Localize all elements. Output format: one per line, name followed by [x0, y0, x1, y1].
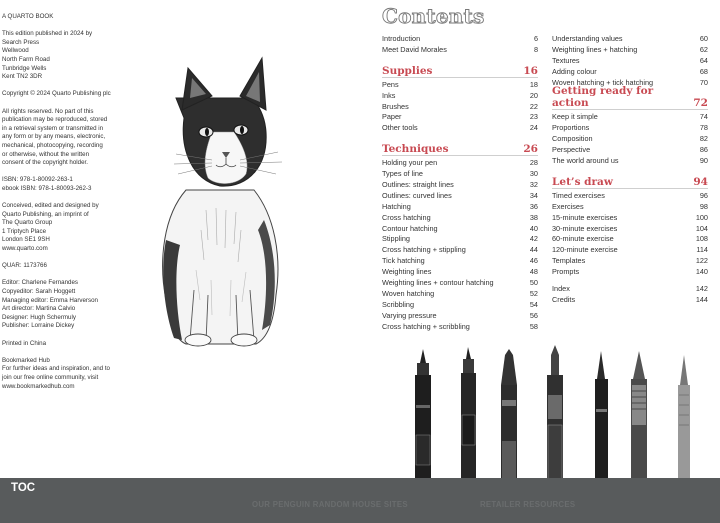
toc-entry[interactable]: [382, 102, 538, 113]
toc-entry[interactable]: [382, 213, 538, 224]
toc-entry-title: 30-minute exercises: [552, 223, 618, 233]
toc-entry[interactable]: [552, 34, 708, 45]
toc-entry[interactable]: [552, 67, 708, 78]
pen-icon: [678, 355, 690, 478]
imprint-paragraph: All rights reserved. No part of this publication may be reproduced, stored in a retrieval system or transmitted in any form or by any means, electronic, mechanical, photocopying, recording or otherwise, without the written consent of the copyright holder.: [2, 107, 108, 167]
toc-section-heading[interactable]: [382, 62, 538, 78]
pen-icon: [501, 349, 517, 478]
toc-entry-page: 60: [699, 34, 708, 43]
toc-entry[interactable]: [552, 213, 708, 224]
toc-entry-page: 6: [533, 34, 538, 43]
toc-entry-page: 78: [699, 123, 708, 133]
toc-entry-page: 44: [529, 245, 538, 255]
prh-sites-link[interactable]: OUR PENGUIN RANDOM HOUSE SITES: [252, 500, 408, 509]
toc-entry[interactable]: [382, 300, 538, 311]
imprint-paragraph: This edition published in 2024 by Search Press Wellwood North Farm Road Tunbridge Wells Kent TN2 3DR: [2, 30, 93, 81]
toc-entry[interactable]: [382, 191, 538, 202]
toc-entry-title: Weighting lines + contour hatching: [382, 278, 494, 288]
toc-entry[interactable]: [382, 45, 538, 56]
toc-entry-page: 38: [529, 212, 538, 222]
toc-entry-title: Introduction: [382, 34, 421, 43]
toc-entry-page: 122: [695, 256, 708, 266]
toc-entry[interactable]: [552, 145, 708, 156]
toc-entry-title: Keep it simple: [552, 112, 598, 122]
toc-entry-title: Exercises: [552, 201, 584, 211]
toc-entry-page: 86: [699, 145, 708, 155]
toc-entry-title: Composition: [552, 134, 593, 144]
toc-entry[interactable]: [552, 295, 708, 306]
imprint-paragraph: Copyright © 2024 Quarto Publishing plc: [2, 90, 111, 98]
toc-entry-title: Types of line: [382, 169, 423, 179]
toc-section-page: 16: [523, 64, 538, 77]
toc-entry-page: 22: [529, 101, 538, 111]
imprint-paragraph: Editor: Charlene Fernandes Copyeditor: Sarah Hoggett Managing editor: Emma Harverson Art director: Martina Calvio Designer: Hugh Schermuly Publisher: Lorraine Dickey: [2, 279, 98, 330]
toc-entry-page: 32: [529, 180, 538, 190]
toc-entry[interactable]: [552, 134, 708, 145]
toc-entry-page: 54: [529, 299, 538, 309]
toc-entry-page: 104: [695, 223, 708, 233]
pen-icon: [595, 351, 608, 478]
toc-entry-title: Index: [552, 284, 570, 294]
toc-entry[interactable]: [382, 267, 538, 278]
toc-entry-page: 50: [529, 278, 538, 288]
toc-entry[interactable]: [382, 202, 538, 213]
toc-entry-title: Woven hatching + tick hatching: [552, 77, 654, 87]
toc-entry[interactable]: [552, 56, 708, 67]
toc-entry[interactable]: [382, 80, 538, 91]
toc-entry[interactable]: [382, 91, 538, 102]
toc-column-right: [552, 34, 708, 306]
toc-entry-page: 24: [529, 123, 538, 133]
imprint-paragraph: Conceived, edited and designed by Quarto Publishing, an imprint of The Quarto Group 1 Triptych Place London SE1 9SH www.quarto.com: [2, 202, 99, 253]
toc-section-title: Let’s draw: [552, 175, 613, 188]
toc-entry-page: 42: [529, 234, 538, 244]
toc-entry-title: 15-minute exercises: [552, 212, 618, 222]
toc-entry-title: Stippling: [382, 234, 410, 244]
toc-entry-page: 56: [529, 310, 538, 320]
toc-entry-page: 90: [699, 156, 708, 166]
toc-entry[interactable]: [382, 34, 538, 45]
toc-entry[interactable]: [382, 322, 538, 333]
toc-entry-page: 74: [699, 112, 708, 122]
toc-entry[interactable]: [382, 256, 538, 267]
toc-entry[interactable]: [382, 224, 538, 235]
imprint-paragraph: QUAR: 1173766: [2, 262, 47, 270]
toc-entry[interactable]: [382, 169, 538, 180]
toc-section-page: 94: [693, 175, 708, 188]
toc-entry-page: 114: [696, 245, 708, 255]
contents-title: Contents: [382, 4, 485, 28]
toc-entry[interactable]: [382, 289, 538, 300]
toc-entry-page: 142: [695, 284, 708, 294]
toc-entry-title: Contour hatching: [382, 223, 438, 233]
toc-entry-title: Tick hatching: [382, 256, 425, 266]
toc-entry[interactable]: [382, 278, 538, 289]
toc-entry-page: 140: [695, 267, 708, 277]
toc-entry-page: 82: [699, 134, 708, 144]
toc-entry-page: 62: [699, 44, 708, 54]
toc-entry-title: 60-minute exercise: [552, 234, 614, 244]
toc-entry-title: Cross hatching: [382, 212, 431, 222]
toc-entry[interactable]: [382, 234, 538, 245]
imprint-paragraph: A QUARTO BOOK: [2, 13, 54, 20]
toc-entry-title: 120-minute exercise: [552, 245, 618, 255]
toc-entry[interactable]: [382, 245, 538, 256]
pen-icon: [631, 351, 647, 478]
toc-entry[interactable]: [382, 180, 538, 191]
toc-entry-title: Proportions: [552, 123, 590, 133]
toc-entry-title: Holding your pen: [382, 158, 438, 168]
toc-entry-page: 64: [699, 55, 708, 65]
imprint-paragraph: Printed in China: [2, 339, 47, 347]
toc-entry[interactable]: [552, 202, 708, 213]
toc-section-title: Supplies: [382, 64, 433, 77]
pen-icon: [547, 345, 563, 478]
toc-entry[interactable]: [382, 311, 538, 322]
imprint-paragraph: Bookmarked Hub For further ideas and inspiration, and to join our free online community, visit www.bookmarkedhub.com: [2, 356, 111, 390]
toc-section-title: Techniques: [382, 143, 449, 156]
toc-entry-title: Meet David Morales: [382, 44, 447, 54]
toc-entry[interactable]: [552, 123, 708, 134]
toc-entry[interactable]: [552, 112, 708, 123]
toc-entry-page: 52: [529, 288, 538, 298]
toc-entry[interactable]: [382, 112, 538, 123]
toc-entry-page: 46: [529, 256, 538, 266]
toc-entry-title: Weighting lines: [382, 267, 432, 277]
toc-entry-page: 98: [699, 201, 708, 211]
toc-entry-title: Cross hatching + stippling: [382, 245, 466, 255]
toc-entry-page: 20: [529, 90, 538, 100]
toc-entry-page: 58: [529, 321, 538, 331]
pen-icon: [461, 347, 476, 478]
toc-entry[interactable]: [552, 284, 708, 295]
toc-entry-title: Textures: [552, 55, 580, 65]
toc-entry-title: Adding colour: [552, 66, 597, 76]
toc-entry-page: 68: [699, 66, 708, 76]
cat-illustration: [146, 40, 296, 350]
toc-entry[interactable]: [382, 158, 538, 169]
toc-section-page: 72: [693, 97, 708, 110]
toc-entry[interactable]: [552, 156, 708, 167]
toc-entry-title: Hatching: [382, 201, 411, 211]
imprint-page: [2, 13, 142, 400]
toc-entry-title: Other tools: [382, 123, 418, 133]
toc-section-heading[interactable]: [382, 140, 538, 156]
toc-entry-page: 96: [699, 190, 708, 200]
toc-entry-title: Perspective: [552, 145, 591, 155]
toc-entry-title: Outlines: curved lines: [382, 190, 452, 200]
pens-illustration: [405, 345, 705, 478]
toc-entry-title: Cross hatching + scribbling: [382, 321, 470, 331]
toc-entry[interactable]: [382, 123, 538, 134]
toc-entry-title: Templates: [552, 256, 586, 266]
toc-entry-title: Weighting lines + hatching: [552, 44, 638, 54]
toc-column-left: [382, 34, 538, 332]
toc-entry-title: The world around us: [552, 156, 619, 166]
toc-entry[interactable]: [552, 267, 708, 278]
toc-entry-title: Timed exercises: [552, 190, 605, 200]
toc-section-heading[interactable]: [552, 85, 708, 110]
toc-entry-page: 18: [529, 79, 538, 89]
toc-entry-page: 34: [529, 190, 538, 200]
toc-entry-page: 108: [695, 234, 708, 244]
toc-entry-title: Prompts: [552, 267, 580, 277]
toc-entry[interactable]: [552, 45, 708, 56]
toc-entry-title: Pens: [382, 79, 399, 89]
toc-entry-title: Brushes: [382, 101, 409, 111]
pen-icon: [415, 349, 431, 478]
toc-entry-title: Paper: [382, 112, 402, 122]
toc-entry[interactable]: [552, 245, 708, 256]
toc-label[interactable]: TOC: [11, 482, 36, 494]
toc-entry-page: 48: [529, 267, 538, 277]
bottom-bar: [0, 478, 720, 523]
toc-entry[interactable]: [552, 234, 708, 245]
toc-entry-title: Outlines: straight lines: [382, 180, 454, 190]
toc-entry-page: 144: [695, 294, 708, 304]
toc-entry-page: 28: [529, 158, 538, 168]
toc-entry-title: Understanding values: [552, 34, 623, 43]
toc-entry-page: 30: [529, 169, 538, 179]
toc-entry-page: 70: [699, 77, 708, 87]
imprint-paragraph: ISBN: 978-1-80092-263-1 ebook ISBN: 978-1-80093-262-3: [2, 176, 92, 192]
toc-section-heading[interactable]: [552, 173, 708, 189]
toc-entry[interactable]: [552, 191, 708, 202]
toc-entry-page: 36: [529, 201, 538, 211]
toc-entry-title: Woven hatching: [382, 288, 435, 298]
retailer-resources-link[interactable]: RETAILER RESOURCES: [480, 500, 576, 509]
toc-entry-title: Varying pressure: [382, 310, 437, 320]
toc-entry-title: Scribbling: [382, 299, 415, 309]
toc-entry-page: 23: [529, 112, 538, 122]
toc-entry-title: Credits: [552, 294, 576, 304]
toc-entry-page: 40: [529, 223, 538, 233]
toc-section-title: Getting ready for action: [552, 85, 654, 110]
toc-entry-title: Inks: [382, 90, 396, 100]
toc-entry-page: 8: [533, 44, 538, 54]
toc-entry-page: 100: [695, 212, 708, 222]
toc-entry[interactable]: [552, 256, 708, 267]
toc-entry[interactable]: [552, 224, 708, 235]
toc-section-page: 26: [523, 143, 538, 156]
